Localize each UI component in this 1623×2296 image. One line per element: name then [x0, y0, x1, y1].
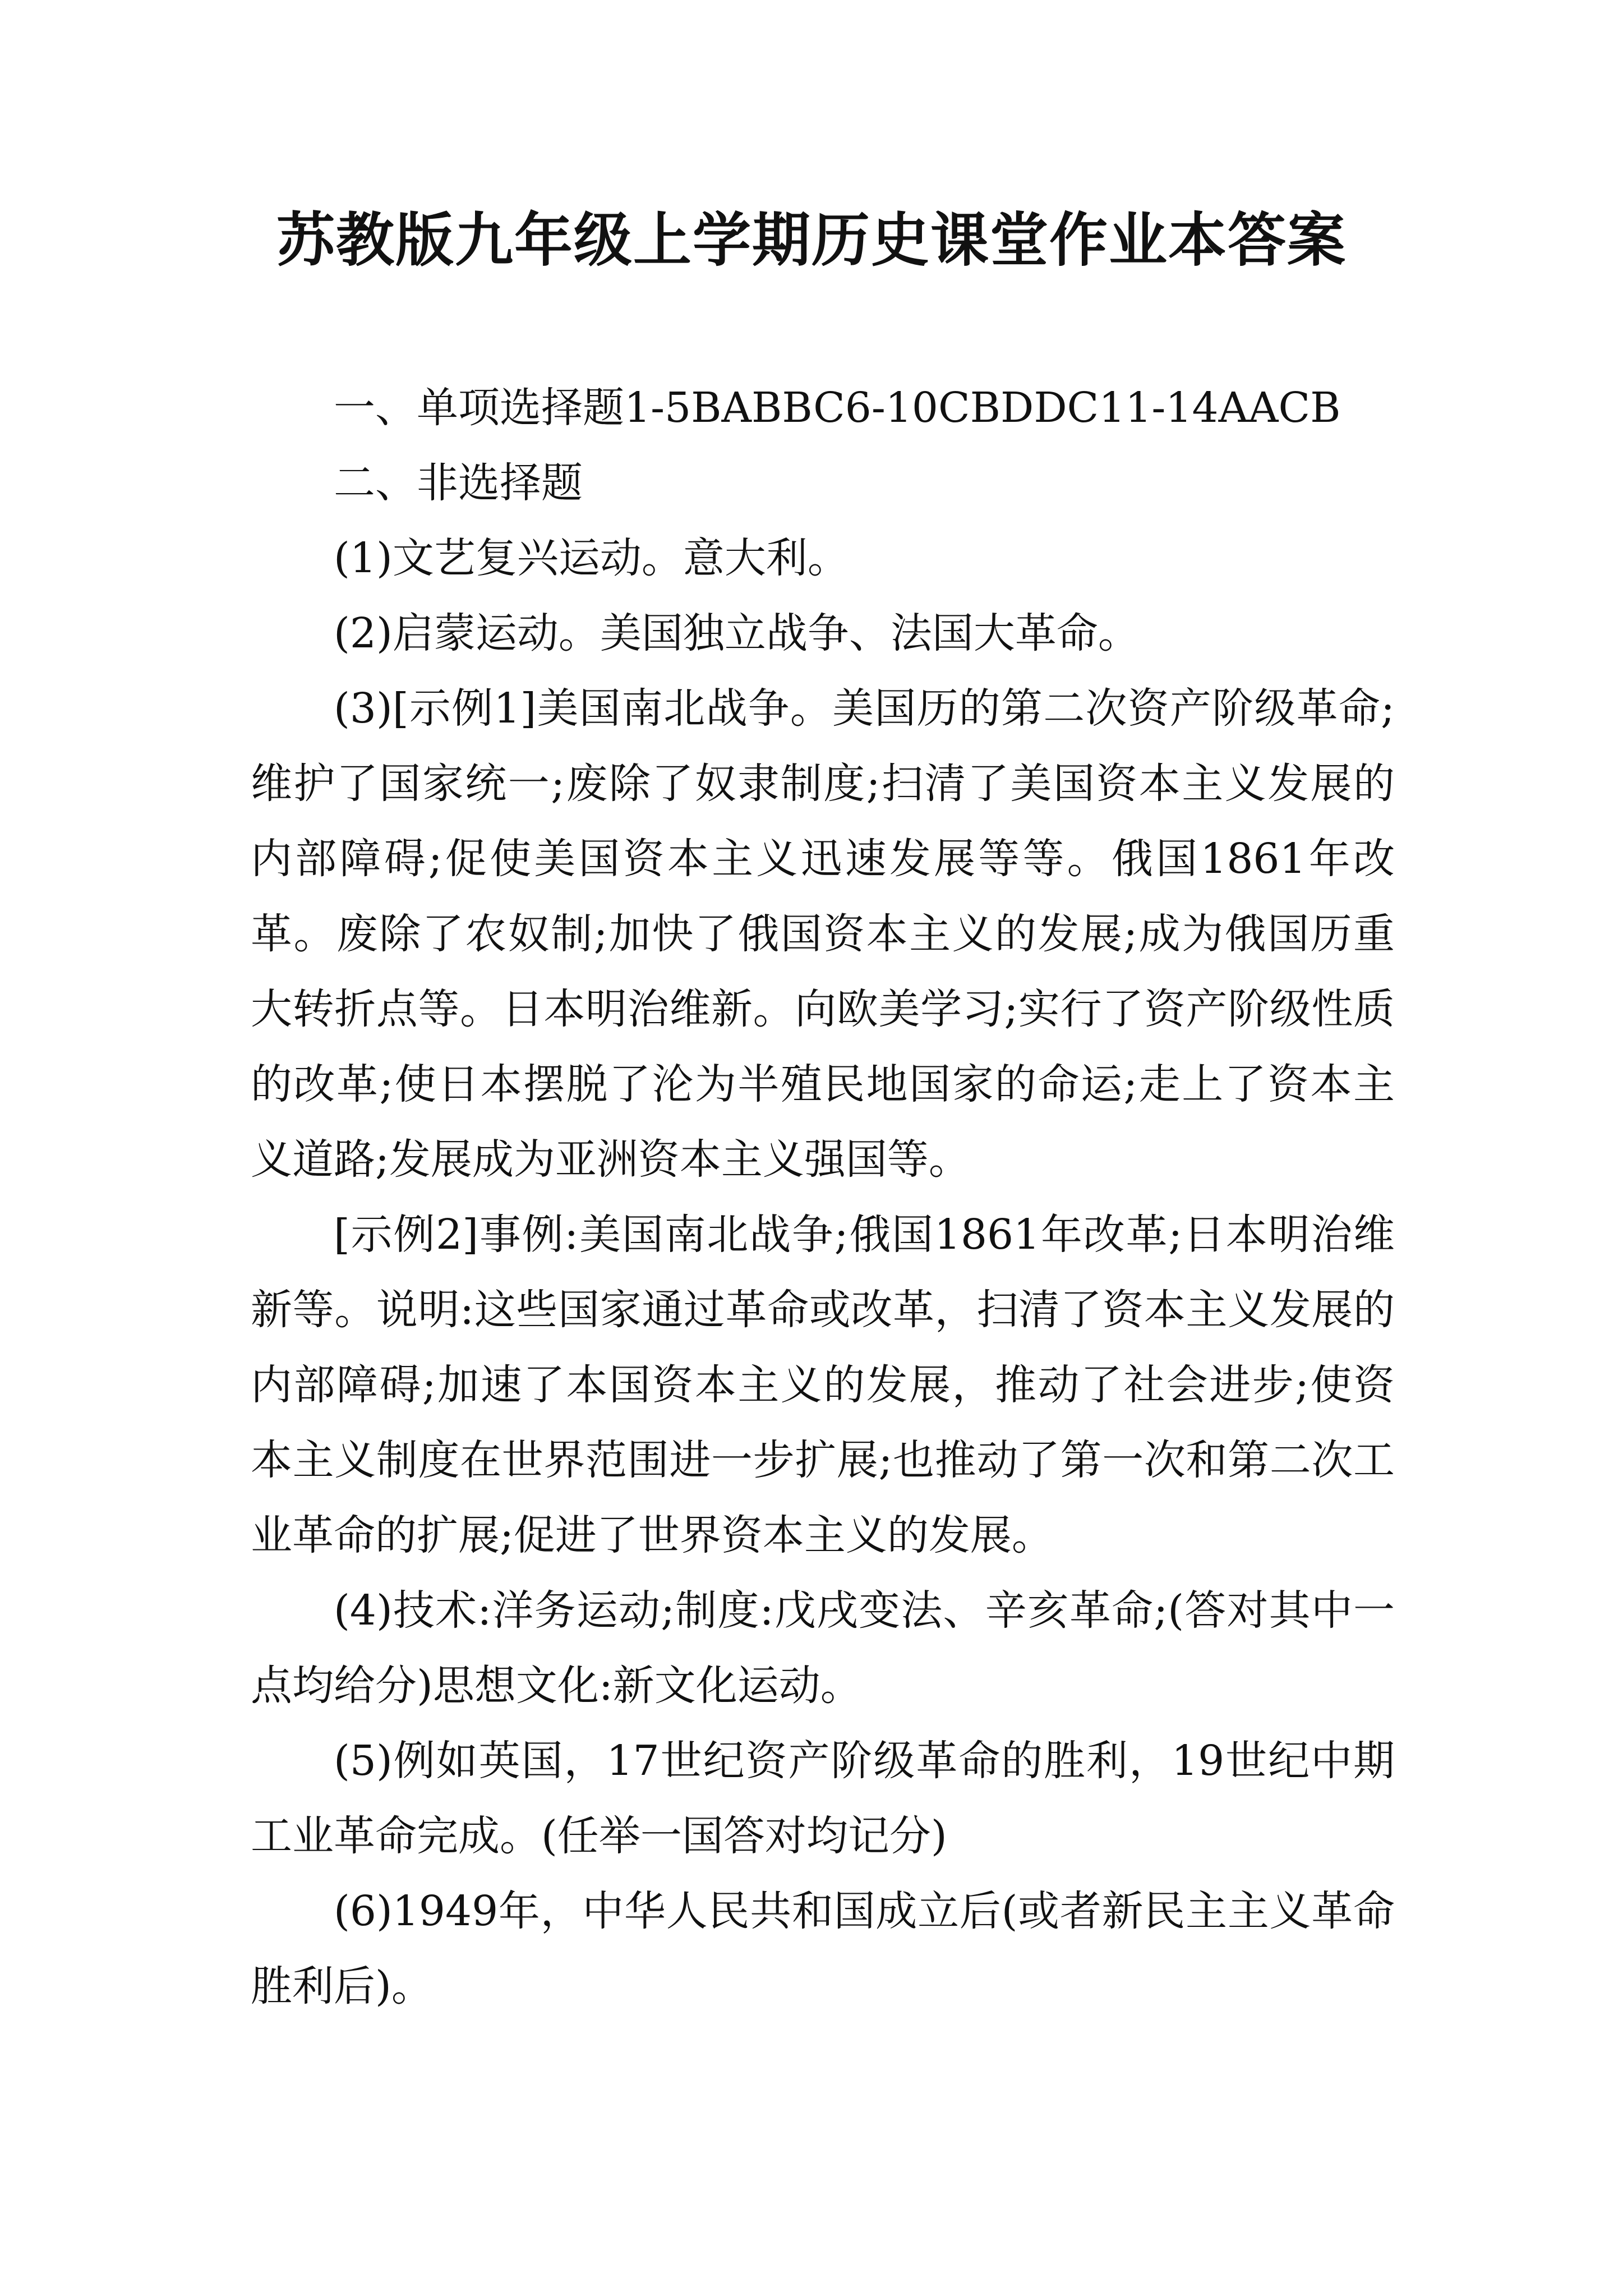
- answer-paragraph-3-example-2: [示例2]事例:美国南北战争;俄国1861年改革;日本明治维新等。说明:这些国家通过革命或改革，扫清了资本主义发展的内部障碍;加速了本国资本主义的发展，推动了社会进步;使资本主义制度在世界范围进一步扩展;也推动了第一次和第二次工业革命的扩展;促进了世界资本主义的发展。: [251, 1211, 1395, 1559]
- document-body: [251, 370, 1395, 2024]
- answer-paragraph-4: (4)技术:洋务运动;制度:戊戌变法、辛亥革命;(答对其中一点均给分)思想文化:新文化运动。: [251, 1586, 1395, 1710]
- answer-paragraph-3-example-1: (3)[示例1]美国南北战争。美国历的第二次资产阶级革命;维护了国家统一;废除了奴隶制度;扫清了美国资本主义发展的内部障碍;促使美国资本主义迅速发展等等。俄国1861年改革。废除了农奴制;加快了俄国资本主义的发展;成为俄国历重大转折点等。日本明治维新。向欧美学习;实行了资产阶级性质的改革;使日本摆脱了沦为半殖民地国家的命运;走上了资本主义道路;发展成为亚洲资本主义强国等。: [251, 684, 1395, 1184]
- document-title: 苏教版九年级上学期历史课堂作业本答案: [276, 206, 1347, 274]
- answer-paragraph-6: (6)1949年，中华人民共和国成立后(或者新民主主义革命胜利后)。: [251, 1887, 1395, 2010]
- answer-paragraph-single-choice: 一、单项选择题1-5BABBC6-10CBDDC11-14AACB: [334, 384, 1341, 432]
- answer-paragraph-1: (1)文艺复兴运动。意大利。: [334, 534, 849, 582]
- answer-paragraph-non-choice-heading: 二、非选择题: [334, 459, 583, 507]
- answer-paragraph-2: (2)启蒙运动。美国独立战争、法国大革命。: [334, 609, 1140, 657]
- answer-paragraph-5: (5)例如英国，17世纪资产阶级革命的胜利，19世纪中期工业革命完成。(任举一国答对均记分): [251, 1737, 1395, 1860]
